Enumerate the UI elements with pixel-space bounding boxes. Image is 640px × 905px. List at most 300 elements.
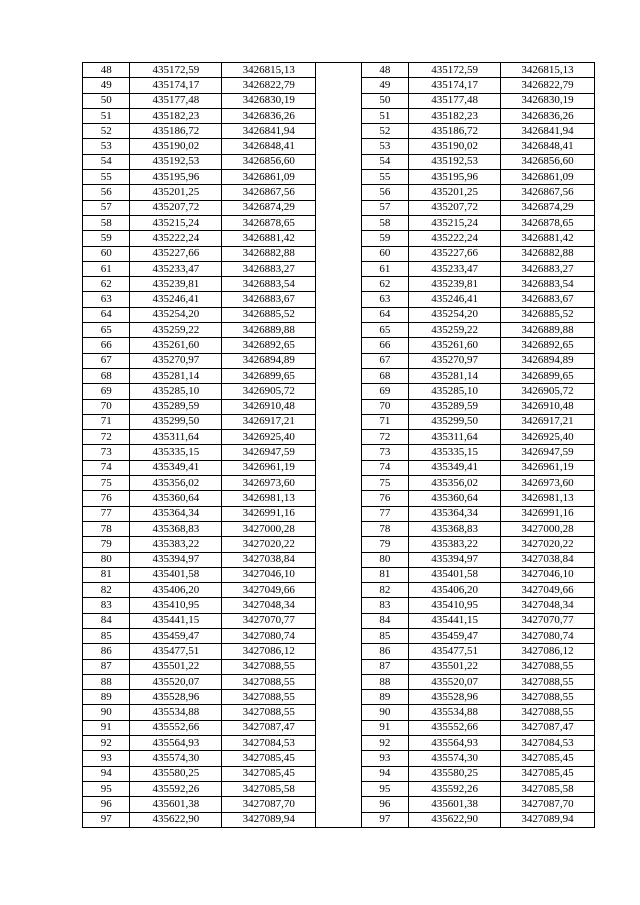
- right-point-number-cell: 52: [361, 124, 408, 139]
- right-point-number-cell: 78: [361, 521, 408, 536]
- right-y-coordinate-cell: 3426961,19: [501, 460, 595, 475]
- right-point-number-cell: 91: [361, 720, 408, 735]
- column-gap: [316, 598, 361, 613]
- right-y-coordinate-cell: 3426883,54: [501, 277, 595, 292]
- right-point-number-cell: 55: [361, 170, 408, 185]
- column-gap: [316, 170, 361, 185]
- left-x-coordinate-cell: 435207,72: [130, 200, 222, 215]
- right-y-coordinate-cell: 3427088,55: [501, 659, 595, 674]
- left-y-coordinate-cell: 3427084,53: [222, 736, 316, 751]
- column-gap: [316, 613, 361, 628]
- right-x-coordinate-cell: 435186,72: [409, 124, 501, 139]
- right-point-number-cell: 94: [361, 766, 408, 781]
- right-x-coordinate-cell: 435192,53: [409, 154, 501, 169]
- right-y-coordinate-cell: 3426910,48: [501, 399, 595, 414]
- coordinates-table-body: [83, 63, 595, 828]
- right-y-coordinate-cell: 3427046,10: [501, 567, 595, 582]
- table-row: [83, 63, 595, 78]
- left-point-number-cell: 49: [83, 78, 130, 93]
- table-row: [83, 338, 595, 353]
- left-point-number-cell: 83: [83, 598, 130, 613]
- left-x-coordinate-cell: 435227,66: [130, 246, 222, 261]
- left-point-number-cell: 64: [83, 307, 130, 322]
- table-row: [83, 598, 595, 613]
- table-row: [83, 521, 595, 536]
- right-point-number-cell: 59: [361, 231, 408, 246]
- left-point-number-cell: 60: [83, 246, 130, 261]
- right-y-coordinate-cell: 3427070,77: [501, 613, 595, 628]
- left-x-coordinate-cell: 435174,17: [130, 78, 222, 93]
- right-y-coordinate-cell: 3426885,52: [501, 307, 595, 322]
- left-point-number-cell: 80: [83, 552, 130, 567]
- right-y-coordinate-cell: 3426830,19: [501, 93, 595, 108]
- left-y-coordinate-cell: 3426947,59: [222, 445, 316, 460]
- right-x-coordinate-cell: 435477,51: [409, 644, 501, 659]
- column-gap: [316, 812, 361, 827]
- table-row: [83, 277, 595, 292]
- right-y-coordinate-cell: 3427048,34: [501, 598, 595, 613]
- left-point-number-cell: 85: [83, 628, 130, 643]
- right-point-number-cell: 80: [361, 552, 408, 567]
- left-y-coordinate-cell: 3426910,48: [222, 399, 316, 414]
- left-x-coordinate-cell: 435477,51: [130, 644, 222, 659]
- right-point-number-cell: 63: [361, 292, 408, 307]
- column-gap: [316, 323, 361, 338]
- column-gap: [316, 185, 361, 200]
- left-x-coordinate-cell: 435261,60: [130, 338, 222, 353]
- right-point-number-cell: 50: [361, 93, 408, 108]
- right-x-coordinate-cell: 435215,24: [409, 215, 501, 230]
- right-y-coordinate-cell: 3426905,72: [501, 384, 595, 399]
- right-point-number-cell: 92: [361, 736, 408, 751]
- column-gap: [316, 200, 361, 215]
- column-gap: [316, 63, 361, 78]
- left-y-coordinate-cell: 3426981,13: [222, 491, 316, 506]
- right-y-coordinate-cell: 3426861,09: [501, 170, 595, 185]
- left-x-coordinate-cell: 435356,02: [130, 476, 222, 491]
- table-row: [83, 368, 595, 383]
- right-x-coordinate-cell: 435281,14: [409, 368, 501, 383]
- left-x-coordinate-cell: 435192,53: [130, 154, 222, 169]
- table-row: [83, 292, 595, 307]
- left-y-coordinate-cell: 3426885,52: [222, 307, 316, 322]
- column-gap: [316, 552, 361, 567]
- right-x-coordinate-cell: 435459,47: [409, 628, 501, 643]
- right-point-number-cell: 53: [361, 139, 408, 154]
- left-x-coordinate-cell: 435601,38: [130, 797, 222, 812]
- left-y-coordinate-cell: 3426822,79: [222, 78, 316, 93]
- table-row: [83, 384, 595, 399]
- right-point-number-cell: 81: [361, 567, 408, 582]
- table-row: [83, 231, 595, 246]
- left-point-number-cell: 95: [83, 781, 130, 796]
- left-x-coordinate-cell: 435215,24: [130, 215, 222, 230]
- right-x-coordinate-cell: 435246,41: [409, 292, 501, 307]
- left-x-coordinate-cell: 435201,25: [130, 185, 222, 200]
- left-y-coordinate-cell: 3427085,45: [222, 766, 316, 781]
- left-point-number-cell: 65: [83, 323, 130, 338]
- right-y-coordinate-cell: 3426892,65: [501, 338, 595, 353]
- right-point-number-cell: 69: [361, 384, 408, 399]
- right-y-coordinate-cell: 3426991,16: [501, 506, 595, 521]
- right-point-number-cell: 60: [361, 246, 408, 261]
- left-y-coordinate-cell: 3426961,19: [222, 460, 316, 475]
- left-x-coordinate-cell: 435239,81: [130, 277, 222, 292]
- left-point-number-cell: 84: [83, 613, 130, 628]
- left-x-coordinate-cell: 435410,95: [130, 598, 222, 613]
- right-point-number-cell: 84: [361, 613, 408, 628]
- column-gap: [316, 690, 361, 705]
- right-x-coordinate-cell: 435622,90: [409, 812, 501, 827]
- left-point-number-cell: 52: [83, 124, 130, 139]
- right-y-coordinate-cell: 3426947,59: [501, 445, 595, 460]
- left-y-coordinate-cell: 3426925,40: [222, 430, 316, 445]
- left-point-number-cell: 89: [83, 690, 130, 705]
- column-gap: [316, 231, 361, 246]
- left-y-coordinate-cell: 3427086,12: [222, 644, 316, 659]
- left-x-coordinate-cell: 435289,59: [130, 399, 222, 414]
- left-point-number-cell: 72: [83, 430, 130, 445]
- column-gap: [316, 108, 361, 123]
- right-point-number-cell: 93: [361, 751, 408, 766]
- table-row: [83, 139, 595, 154]
- right-point-number-cell: 95: [361, 781, 408, 796]
- left-x-coordinate-cell: 435528,96: [130, 690, 222, 705]
- right-y-coordinate-cell: 3426981,13: [501, 491, 595, 506]
- table-row: [83, 690, 595, 705]
- right-x-coordinate-cell: 435227,66: [409, 246, 501, 261]
- left-x-coordinate-cell: 435311,64: [130, 430, 222, 445]
- table-row: [83, 644, 595, 659]
- left-y-coordinate-cell: 3426889,88: [222, 323, 316, 338]
- left-y-coordinate-cell: 3426883,27: [222, 261, 316, 276]
- table-row: [83, 414, 595, 429]
- right-point-number-cell: 56: [361, 185, 408, 200]
- right-point-number-cell: 97: [361, 812, 408, 827]
- right-x-coordinate-cell: 435239,81: [409, 277, 501, 292]
- column-gap: [316, 506, 361, 521]
- right-point-number-cell: 73: [361, 445, 408, 460]
- right-y-coordinate-cell: 3427080,74: [501, 628, 595, 643]
- right-x-coordinate-cell: 435552,66: [409, 720, 501, 735]
- column-gap: [316, 246, 361, 261]
- right-y-coordinate-cell: 3427084,53: [501, 736, 595, 751]
- table-row: [83, 200, 595, 215]
- left-x-coordinate-cell: 435222,24: [130, 231, 222, 246]
- right-x-coordinate-cell: 435177,48: [409, 93, 501, 108]
- table-row: [83, 430, 595, 445]
- left-point-number-cell: 68: [83, 368, 130, 383]
- right-y-coordinate-cell: 3426878,65: [501, 215, 595, 230]
- left-point-number-cell: 63: [83, 292, 130, 307]
- left-point-number-cell: 73: [83, 445, 130, 460]
- right-y-coordinate-cell: 3426889,88: [501, 323, 595, 338]
- right-y-coordinate-cell: 3427020,22: [501, 537, 595, 552]
- column-gap: [316, 215, 361, 230]
- left-point-number-cell: 50: [83, 93, 130, 108]
- left-x-coordinate-cell: 435195,96: [130, 170, 222, 185]
- left-x-coordinate-cell: 435364,34: [130, 506, 222, 521]
- right-point-number-cell: 76: [361, 491, 408, 506]
- left-point-number-cell: 66: [83, 338, 130, 353]
- column-gap: [316, 644, 361, 659]
- right-point-number-cell: 68: [361, 368, 408, 383]
- left-point-number-cell: 92: [83, 736, 130, 751]
- column-gap: [316, 353, 361, 368]
- right-y-coordinate-cell: 3426841,94: [501, 124, 595, 139]
- left-x-coordinate-cell: 435335,15: [130, 445, 222, 460]
- right-x-coordinate-cell: 435259,22: [409, 323, 501, 338]
- left-y-coordinate-cell: 3426973,60: [222, 476, 316, 491]
- table-row: [83, 476, 595, 491]
- left-y-coordinate-cell: 3426856,60: [222, 154, 316, 169]
- left-x-coordinate-cell: 435441,15: [130, 613, 222, 628]
- left-y-coordinate-cell: 3427020,22: [222, 537, 316, 552]
- right-y-coordinate-cell: 3426925,40: [501, 430, 595, 445]
- left-y-coordinate-cell: 3426874,29: [222, 200, 316, 215]
- left-x-coordinate-cell: 435564,93: [130, 736, 222, 751]
- left-x-coordinate-cell: 435501,22: [130, 659, 222, 674]
- right-point-number-cell: 66: [361, 338, 408, 353]
- left-x-coordinate-cell: 435254,20: [130, 307, 222, 322]
- left-point-number-cell: 78: [83, 521, 130, 536]
- left-y-coordinate-cell: 3427089,94: [222, 812, 316, 827]
- left-point-number-cell: 58: [83, 215, 130, 230]
- left-point-number-cell: 61: [83, 261, 130, 276]
- right-y-coordinate-cell: 3426894,89: [501, 353, 595, 368]
- right-x-coordinate-cell: 435270,97: [409, 353, 501, 368]
- column-gap: [316, 797, 361, 812]
- right-point-number-cell: 75: [361, 476, 408, 491]
- right-point-number-cell: 57: [361, 200, 408, 215]
- coordinates-table: [82, 62, 595, 828]
- left-y-coordinate-cell: 3426883,67: [222, 292, 316, 307]
- left-x-coordinate-cell: 435177,48: [130, 93, 222, 108]
- column-gap: [316, 460, 361, 475]
- right-x-coordinate-cell: 435172,59: [409, 63, 501, 78]
- table-row: [83, 215, 595, 230]
- left-y-coordinate-cell: 3427088,55: [222, 690, 316, 705]
- right-x-coordinate-cell: 435261,60: [409, 338, 501, 353]
- left-y-coordinate-cell: 3427087,47: [222, 720, 316, 735]
- column-gap: [316, 751, 361, 766]
- right-x-coordinate-cell: 435190,02: [409, 139, 501, 154]
- table-row: [83, 506, 595, 521]
- left-x-coordinate-cell: 435574,30: [130, 751, 222, 766]
- left-point-number-cell: 55: [83, 170, 130, 185]
- table-row: [83, 583, 595, 598]
- right-point-number-cell: 48: [361, 63, 408, 78]
- table-row: [83, 154, 595, 169]
- right-x-coordinate-cell: 435401,58: [409, 567, 501, 582]
- column-gap: [316, 766, 361, 781]
- left-y-coordinate-cell: 3426905,72: [222, 384, 316, 399]
- left-x-coordinate-cell: 435592,26: [130, 781, 222, 796]
- left-point-number-cell: 56: [83, 185, 130, 200]
- left-point-number-cell: 90: [83, 705, 130, 720]
- left-x-coordinate-cell: 435182,23: [130, 108, 222, 123]
- right-x-coordinate-cell: 435601,38: [409, 797, 501, 812]
- table-row: [83, 537, 595, 552]
- column-gap: [316, 445, 361, 460]
- left-x-coordinate-cell: 435172,59: [130, 63, 222, 78]
- left-point-number-cell: 75: [83, 476, 130, 491]
- table-row: [83, 613, 595, 628]
- right-x-coordinate-cell: 435285,10: [409, 384, 501, 399]
- column-gap: [316, 261, 361, 276]
- right-point-number-cell: 74: [361, 460, 408, 475]
- right-x-coordinate-cell: 435580,25: [409, 766, 501, 781]
- left-y-coordinate-cell: 3427087,70: [222, 797, 316, 812]
- left-point-number-cell: 57: [83, 200, 130, 215]
- right-y-coordinate-cell: 3427000,28: [501, 521, 595, 536]
- left-y-coordinate-cell: 3426848,41: [222, 139, 316, 154]
- left-point-number-cell: 48: [83, 63, 130, 78]
- left-x-coordinate-cell: 435233,47: [130, 261, 222, 276]
- left-y-coordinate-cell: 3426917,21: [222, 414, 316, 429]
- left-y-coordinate-cell: 3426894,89: [222, 353, 316, 368]
- column-gap: [316, 476, 361, 491]
- left-point-number-cell: 86: [83, 644, 130, 659]
- column-gap: [316, 414, 361, 429]
- table-row: [83, 552, 595, 567]
- left-point-number-cell: 96: [83, 797, 130, 812]
- table-row: [83, 353, 595, 368]
- column-gap: [316, 338, 361, 353]
- column-gap: [316, 521, 361, 536]
- table-row: [83, 491, 595, 506]
- table-row: [83, 628, 595, 643]
- right-x-coordinate-cell: 435195,96: [409, 170, 501, 185]
- left-x-coordinate-cell: 435401,58: [130, 567, 222, 582]
- left-x-coordinate-cell: 435360,64: [130, 491, 222, 506]
- left-y-coordinate-cell: 3426881,42: [222, 231, 316, 246]
- table-row: [83, 736, 595, 751]
- right-point-number-cell: 58: [361, 215, 408, 230]
- left-y-coordinate-cell: 3426841,94: [222, 124, 316, 139]
- left-x-coordinate-cell: 435534,88: [130, 705, 222, 720]
- left-point-number-cell: 54: [83, 154, 130, 169]
- right-y-coordinate-cell: 3427088,55: [501, 674, 595, 689]
- column-gap: [316, 659, 361, 674]
- right-y-coordinate-cell: 3426815,13: [501, 63, 595, 78]
- column-gap: [316, 430, 361, 445]
- left-y-coordinate-cell: 3426991,16: [222, 506, 316, 521]
- left-point-number-cell: 77: [83, 506, 130, 521]
- right-x-coordinate-cell: 435335,15: [409, 445, 501, 460]
- table-row: [83, 124, 595, 139]
- right-y-coordinate-cell: 3427038,84: [501, 552, 595, 567]
- right-y-coordinate-cell: 3426882,88: [501, 246, 595, 261]
- left-point-number-cell: 82: [83, 583, 130, 598]
- right-x-coordinate-cell: 435174,17: [409, 78, 501, 93]
- table-row: [83, 185, 595, 200]
- left-x-coordinate-cell: 435406,20: [130, 583, 222, 598]
- left-point-number-cell: 76: [83, 491, 130, 506]
- table-row: [83, 445, 595, 460]
- column-gap: [316, 705, 361, 720]
- right-x-coordinate-cell: 435520,07: [409, 674, 501, 689]
- left-point-number-cell: 79: [83, 537, 130, 552]
- right-x-coordinate-cell: 435222,24: [409, 231, 501, 246]
- right-point-number-cell: 65: [361, 323, 408, 338]
- column-gap: [316, 720, 361, 735]
- column-gap: [316, 139, 361, 154]
- left-x-coordinate-cell: 435580,25: [130, 766, 222, 781]
- right-y-coordinate-cell: 3426874,29: [501, 200, 595, 215]
- column-gap: [316, 307, 361, 322]
- right-x-coordinate-cell: 435410,95: [409, 598, 501, 613]
- right-point-number-cell: 77: [361, 506, 408, 521]
- column-gap: [316, 78, 361, 93]
- right-x-coordinate-cell: 435406,20: [409, 583, 501, 598]
- table-row: [83, 246, 595, 261]
- left-x-coordinate-cell: 435368,83: [130, 521, 222, 536]
- left-point-number-cell: 51: [83, 108, 130, 123]
- right-y-coordinate-cell: 3427085,58: [501, 781, 595, 796]
- column-gap: [316, 154, 361, 169]
- column-gap: [316, 491, 361, 506]
- right-x-coordinate-cell: 435233,47: [409, 261, 501, 276]
- table-row: [83, 323, 595, 338]
- column-gap: [316, 567, 361, 582]
- right-x-coordinate-cell: 435207,72: [409, 200, 501, 215]
- left-point-number-cell: 71: [83, 414, 130, 429]
- right-x-coordinate-cell: 435201,25: [409, 185, 501, 200]
- right-x-coordinate-cell: 435394,97: [409, 552, 501, 567]
- right-y-coordinate-cell: 3426856,60: [501, 154, 595, 169]
- column-gap: [316, 781, 361, 796]
- right-x-coordinate-cell: 435182,23: [409, 108, 501, 123]
- column-gap: [316, 736, 361, 751]
- table-row: [83, 170, 595, 185]
- right-point-number-cell: 96: [361, 797, 408, 812]
- right-y-coordinate-cell: 3426881,42: [501, 231, 595, 246]
- right-x-coordinate-cell: 435364,34: [409, 506, 501, 521]
- right-y-coordinate-cell: 3426973,60: [501, 476, 595, 491]
- right-x-coordinate-cell: 435441,15: [409, 613, 501, 628]
- left-x-coordinate-cell: 435622,90: [130, 812, 222, 827]
- right-point-number-cell: 82: [361, 583, 408, 598]
- left-y-coordinate-cell: 3427085,58: [222, 781, 316, 796]
- right-x-coordinate-cell: 435349,41: [409, 460, 501, 475]
- right-point-number-cell: 85: [361, 628, 408, 643]
- right-y-coordinate-cell: 3426899,65: [501, 368, 595, 383]
- left-y-coordinate-cell: 3427088,55: [222, 659, 316, 674]
- left-x-coordinate-cell: 435459,47: [130, 628, 222, 643]
- column-gap: [316, 583, 361, 598]
- left-y-coordinate-cell: 3426892,65: [222, 338, 316, 353]
- left-y-coordinate-cell: 3426836,26: [222, 108, 316, 123]
- left-y-coordinate-cell: 3426861,09: [222, 170, 316, 185]
- left-point-number-cell: 81: [83, 567, 130, 582]
- table-row: [83, 781, 595, 796]
- right-point-number-cell: 72: [361, 430, 408, 445]
- right-point-number-cell: 54: [361, 154, 408, 169]
- table-row: [83, 78, 595, 93]
- right-y-coordinate-cell: 3427087,47: [501, 720, 595, 735]
- right-x-coordinate-cell: 435254,20: [409, 307, 501, 322]
- right-y-coordinate-cell: 3427086,12: [501, 644, 595, 659]
- table-row: [83, 659, 595, 674]
- right-point-number-cell: 49: [361, 78, 408, 93]
- table-row: [83, 797, 595, 812]
- table-row: [83, 766, 595, 781]
- left-y-coordinate-cell: 3426883,54: [222, 277, 316, 292]
- left-x-coordinate-cell: 435552,66: [130, 720, 222, 735]
- left-y-coordinate-cell: 3427000,28: [222, 521, 316, 536]
- left-y-coordinate-cell: 3426867,56: [222, 185, 316, 200]
